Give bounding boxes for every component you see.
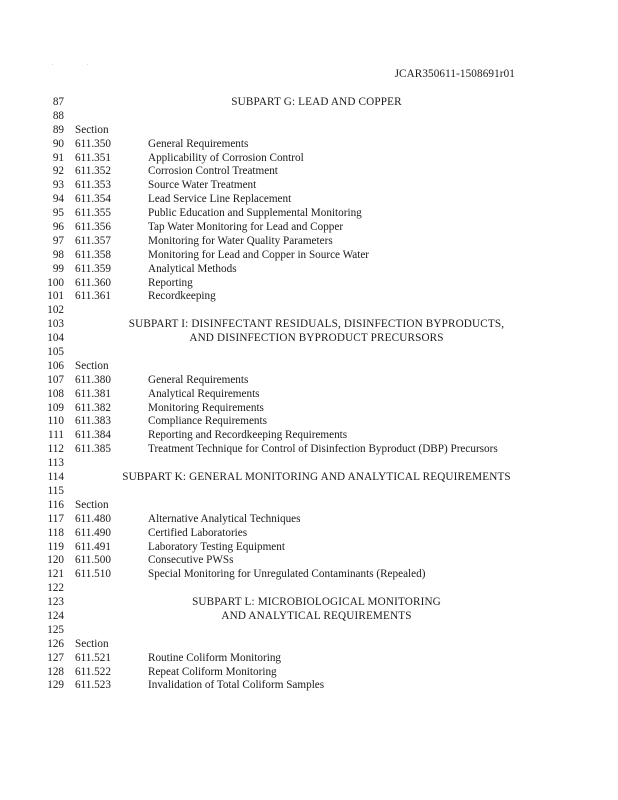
line-row [0, 304, 618, 318]
line-number: 90 [52, 137, 64, 150]
line-row [0, 207, 618, 221]
line-number: 110 [47, 415, 64, 428]
line-row [0, 513, 618, 527]
line-row [0, 568, 618, 582]
line-row [0, 96, 618, 110]
section-number: 611.354 [75, 193, 111, 206]
line-row [0, 429, 618, 443]
line-row [0, 415, 618, 429]
line-row [0, 610, 618, 624]
line-row [0, 179, 618, 193]
line-row [0, 249, 618, 263]
line-number: 122 [47, 582, 64, 595]
line-row [0, 165, 618, 179]
section-title: Laboratory Testing Equipment [148, 540, 285, 553]
section-number: 611.522 [75, 665, 111, 678]
line-number: 121 [47, 568, 64, 581]
line-row [0, 596, 618, 610]
line-row [0, 527, 618, 541]
line-row [0, 666, 618, 680]
line-number: 124 [47, 609, 64, 622]
line-row [0, 346, 618, 360]
line-number: 118 [47, 526, 64, 539]
line-number: 108 [47, 387, 64, 400]
line-row [0, 235, 618, 249]
line-number: 129 [47, 679, 64, 692]
line-number: 88 [52, 109, 64, 122]
section-title: Treatment Technique for Control of Disinfection Byproduct (DBP) Precursors [148, 443, 498, 456]
line-row [0, 624, 618, 638]
line-number: 127 [47, 651, 64, 664]
line-number: 101 [47, 290, 64, 303]
line-number: 117 [47, 512, 64, 525]
line-number: 98 [52, 248, 64, 261]
section-number: 611.510 [75, 568, 111, 581]
section-number: 611.523 [75, 679, 111, 692]
section-number: 611.353 [75, 179, 111, 192]
section-title: Compliance Requirements [148, 415, 267, 428]
line-number: 94 [52, 193, 64, 206]
line-row [0, 124, 618, 138]
line-number: 116 [47, 498, 64, 511]
section-title: Routine Coliform Monitoring [148, 651, 282, 664]
line-number: 95 [52, 207, 64, 220]
line-number: 87 [52, 96, 64, 108]
line-number: 106 [47, 359, 64, 372]
numbered-lines [0, 96, 618, 693]
subpart-heading: AND DISINFECTION BYPRODUCT PRECURSORS [189, 332, 444, 345]
section-title: General Requirements [148, 137, 249, 150]
line-number: 103 [47, 318, 64, 331]
line-number: 93 [52, 179, 64, 192]
line-number: 125 [47, 623, 64, 636]
section-title: Recordkeeping [148, 290, 216, 303]
section-number: 611.491 [75, 540, 111, 553]
section-number: 611.359 [75, 262, 111, 275]
section-title: Lead Service Line Replacement [148, 193, 292, 206]
line-number: 112 [47, 443, 64, 456]
section-number: 611.380 [75, 373, 111, 386]
section-number: 611.521 [75, 651, 111, 664]
line-row [0, 443, 618, 457]
line-number: 119 [47, 540, 64, 553]
section-number: 611.381 [75, 387, 111, 400]
section-number: 611.355 [75, 207, 111, 220]
section-title: Reporting and Recordkeeping Requirements [148, 429, 348, 442]
section-title: Monitoring for Lead and Copper in Source Water [148, 248, 370, 261]
line-number: 96 [52, 221, 64, 234]
line-number: 102 [47, 304, 64, 317]
line-row [0, 471, 618, 485]
line-number: 114 [47, 471, 64, 484]
section-title: Repeat Coliform Monitoring [148, 665, 277, 678]
section-title: Corrosion Control Treatment [148, 165, 278, 178]
line-number: 111 [48, 429, 64, 442]
section-number: 611.361 [75, 290, 111, 303]
line-row [0, 277, 618, 291]
section-number: 611.358 [75, 248, 111, 261]
line-row [0, 193, 618, 207]
line-number: 113 [47, 457, 64, 470]
line-row [0, 499, 618, 513]
line-row [0, 554, 618, 568]
line-number: 89 [52, 123, 64, 136]
section-number: 611.385 [75, 443, 111, 456]
line-row [0, 485, 618, 499]
section-title: Tap Water Monitoring for Lead and Copper [148, 221, 344, 234]
line-row [0, 290, 618, 304]
section-number: 611.480 [75, 512, 111, 525]
section-label: Section [75, 359, 109, 372]
section-title: General Requirements [148, 373, 249, 386]
line-row [0, 457, 618, 471]
section-number: 611.382 [75, 401, 111, 414]
line-row [0, 110, 618, 124]
section-number: 611.383 [75, 415, 111, 428]
section-number: 611.384 [75, 429, 111, 442]
subpart-heading: SUBPART K: GENERAL MONITORING AND ANALYTICAL REQUIREMENTS [122, 471, 511, 484]
line-row [0, 402, 618, 416]
line-row [0, 318, 618, 332]
line-row [0, 638, 618, 652]
line-number: 92 [52, 165, 64, 178]
section-title: Analytical Methods [148, 262, 237, 275]
line-number: 115 [47, 484, 64, 497]
line-row [0, 138, 618, 152]
section-title: Public Education and Supplemental Monitoring [148, 207, 362, 220]
line-number: 104 [47, 332, 64, 345]
subpart-heading: SUBPART L: MICROBIOLOGICAL MONITORING [192, 596, 441, 609]
section-title: Special Monitoring for Unregulated Contaminants (Repealed) [148, 568, 426, 581]
section-number: 611.357 [75, 234, 111, 247]
scan-specks: . . [52, 62, 89, 67]
section-title: Applicability of Corrosion Control [148, 151, 304, 164]
line-row [0, 679, 618, 693]
line-row [0, 332, 618, 346]
line-row [0, 652, 618, 666]
line-row [0, 360, 618, 374]
section-number: 611.360 [75, 276, 111, 289]
section-title: Analytical Requirements [148, 387, 260, 400]
line-row [0, 582, 618, 596]
line-row [0, 221, 618, 235]
section-title: Reporting [148, 276, 193, 289]
section-number: 611.350 [75, 137, 111, 150]
section-title: Certified Laboratories [148, 526, 248, 539]
section-number: 611.490 [75, 526, 111, 539]
section-label: Section [75, 123, 109, 136]
section-title: Invalidation of Total Coliform Samples [148, 679, 325, 692]
line-row [0, 388, 618, 402]
section-title: Monitoring for Water Quality Parameters [148, 234, 333, 247]
line-number: 100 [47, 276, 64, 289]
line-number: 120 [47, 554, 64, 567]
line-row [0, 263, 618, 277]
line-row [0, 152, 618, 166]
subpart-heading: SUBPART G: LEAD AND COPPER [231, 96, 402, 108]
section-label: Section [75, 498, 109, 511]
section-title: Source Water Treatment [148, 179, 257, 192]
line-number: 91 [52, 151, 64, 164]
section-title: Consecutive PWSs [148, 554, 234, 567]
document-id: JCAR350611-1508691r01 [394, 68, 515, 80]
line-number: 97 [52, 234, 64, 247]
line-number: 123 [47, 596, 64, 609]
section-number: 611.500 [75, 554, 111, 567]
line-number: 105 [47, 346, 64, 359]
line-row [0, 541, 618, 555]
subpart-heading: SUBPART I: DISINFECTANT RESIDUALS, DISINFECTION BYPRODUCTS, [128, 318, 505, 331]
line-number: 107 [47, 373, 64, 386]
section-number: 611.356 [75, 221, 111, 234]
section-label: Section [75, 637, 109, 650]
section-number: 611.352 [75, 165, 111, 178]
line-number: 126 [47, 637, 64, 650]
section-title: Monitoring Requirements [148, 401, 264, 414]
line-row [0, 374, 618, 388]
section-title: Alternative Analytical Techniques [148, 512, 301, 525]
line-number: 128 [47, 665, 64, 678]
subpart-heading: AND ANALYTICAL REQUIREMENTS [221, 609, 412, 622]
line-number: 109 [47, 401, 64, 414]
line-number: 99 [52, 262, 64, 275]
section-number: 611.351 [75, 151, 111, 164]
